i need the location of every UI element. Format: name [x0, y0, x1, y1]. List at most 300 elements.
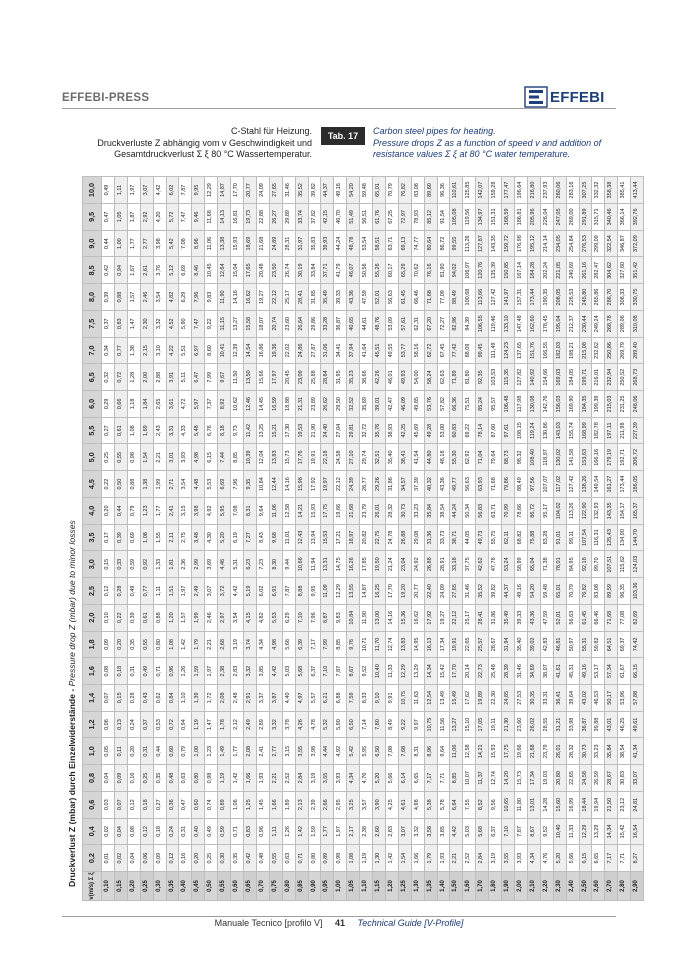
- header-rule: [62, 108, 616, 109]
- pressure-drop-cell: 0,20: [102, 497, 115, 524]
- pressure-drop-cell: 60,17: [385, 257, 398, 284]
- pressure-drop-cell: 269,00: [566, 204, 579, 231]
- pressure-drop-cell: 47,59: [360, 284, 373, 311]
- pressure-drop-cell: 43,01: [605, 711, 618, 738]
- pressure-drop-cell: 0,44: [114, 497, 127, 524]
- pressure-drop-cell: 0,43: [140, 684, 153, 711]
- table-row: [424, 177, 437, 901]
- pressure-drop-cell: 15,98: [295, 471, 308, 498]
- velocity-cell: 1,30: [411, 872, 424, 901]
- pressure-drop-cell: 5,38: [424, 791, 437, 818]
- pressure-drop-cell: 3,15: [179, 497, 192, 524]
- pressure-drop-cell: 55,26: [373, 257, 386, 284]
- pressure-drop-cell: 11,80: [515, 791, 528, 818]
- pressure-drop-cell: 49,55: [385, 337, 398, 364]
- pressure-drop-cell: 221,05: [553, 257, 566, 284]
- pressure-drop-cell: 9,68: [269, 524, 282, 551]
- pressure-drop-cell: 5,90: [334, 711, 347, 738]
- pressure-drop-cell: 7,87: [334, 658, 347, 685]
- pressure-drop-cell: 52,01: [553, 604, 566, 631]
- pressure-drop-cell: 31,97: [295, 230, 308, 257]
- pressure-drop-cell: 21,30: [502, 711, 515, 738]
- pressure-drop-cell: 0,88: [153, 604, 166, 631]
- pressure-drop-cell: 13,94: [308, 524, 321, 551]
- pressure-drop-cell: 1,49: [218, 738, 231, 765]
- pressure-drop-cell: 9,56: [489, 791, 502, 818]
- pressure-drop-cell: 46,81: [553, 631, 566, 658]
- pressure-drop-cell: 2,08: [243, 738, 256, 765]
- pressure-drop-cell: 2,52: [282, 765, 295, 792]
- brand-title: EFFEBI-PRESS: [62, 92, 150, 104]
- pressure-drop-cell: 82,96: [450, 310, 463, 337]
- table-row: [385, 177, 398, 901]
- pressure-drop-cell: 205,96: [527, 204, 540, 231]
- pressure-drop-cell: 38,66: [360, 364, 373, 391]
- pressure-drop-cell: 39,01: [373, 391, 386, 418]
- pressure-drop-cell: 98,32: [515, 444, 528, 471]
- pressure-drop-cell: 0,35: [153, 765, 166, 792]
- pressure-drop-cell: 1,42: [179, 631, 192, 658]
- pressure-drop-cell: 11,01: [282, 524, 295, 551]
- pressure-drop-cell: 53,00: [437, 417, 450, 444]
- pressure-drop-cell: 4,34: [256, 631, 269, 658]
- pressure-drop-cell: 5,53: [269, 604, 282, 631]
- pressure-drop-cell: 3,74: [243, 631, 256, 658]
- pressure-drop-cell: 120,76: [476, 257, 489, 284]
- pressure-drop-cell: 38,07: [540, 658, 553, 685]
- pressure-drop-cell: 44,37: [502, 578, 515, 605]
- pressure-drop-cell: 0,27: [153, 791, 166, 818]
- pressure-drop-cell: 166,16: [592, 444, 605, 471]
- pressure-drop-cell: 1,08: [127, 417, 140, 444]
- pressure-drop-cell: 2,97: [218, 604, 231, 631]
- pressure-drop-cell: 3,93: [179, 444, 192, 471]
- pressure-drop-cell: 0,05: [102, 738, 115, 765]
- velocity-cell: 2,50: [579, 872, 592, 901]
- velocity-cell: 0,35: [166, 872, 179, 901]
- pressure-drop-cell: 14,16: [282, 471, 295, 498]
- pressure-drop-cell: 166,55: [540, 337, 553, 364]
- velocity-cell: 1,00: [334, 872, 347, 901]
- pressure-drop-cell: 81,80: [463, 364, 476, 391]
- pressure-drop-cell: 9,22: [398, 711, 411, 738]
- pressure-drop-cell: 0,96: [256, 818, 269, 845]
- pressure-drop-cell: 28,41: [476, 604, 489, 631]
- pressure-drop-cell: 24,78: [385, 524, 398, 551]
- velocity-cell: 1,15: [373, 872, 386, 901]
- velocity-cell: 0,80: [282, 872, 295, 901]
- pressure-drop-cell: 4,40: [282, 684, 295, 711]
- pressure-drop-cell: 26,59: [592, 765, 605, 792]
- pressure-drop-cell: 141,97: [502, 284, 515, 311]
- pressure-drop-cell: 2,08: [218, 684, 231, 711]
- pressure-drop-cell: 0,25: [140, 765, 153, 792]
- pressure-drop-cell: 195,04: [553, 310, 566, 337]
- pressure-drop-cell: 16,59: [269, 391, 282, 418]
- pressure-drop-cell: 51,49: [347, 204, 360, 231]
- table-row: [166, 177, 179, 901]
- pressure-drop-cell: 232,94: [605, 364, 618, 391]
- pressure-drop-cell: 138,26: [579, 471, 592, 498]
- pressure-drop-cell: 71,04: [476, 444, 489, 471]
- pressure-drop-cell: 4,98: [269, 631, 282, 658]
- column-header-cell: 0,8: [83, 765, 102, 792]
- pressure-drop-cell: 14,16: [231, 284, 244, 311]
- pressure-drop-cell: 10,40: [373, 658, 386, 685]
- pressure-drop-cell: 0,47: [179, 791, 192, 818]
- pressure-drop-cell: 1,47: [205, 711, 218, 738]
- pressure-drop-cell: 46,01: [385, 364, 398, 391]
- pressure-drop-cell: 159,28: [489, 177, 502, 204]
- pressure-drop-cell: 9,64: [437, 738, 450, 765]
- pressure-drop-cell: 14,20: [502, 765, 515, 792]
- table-row: [243, 177, 256, 901]
- pressure-drop-cell: 1,08: [347, 845, 360, 872]
- pressure-drop-cell: 9,95: [308, 578, 321, 605]
- table-row: [140, 177, 153, 901]
- pressure-drop-cell: 0,48: [166, 765, 179, 792]
- pressure-drop-cell: 147,48: [515, 310, 528, 337]
- pressure-drop-cell: 0,72: [114, 364, 127, 391]
- pressure-drop-cell: 70,79: [385, 177, 398, 204]
- pressure-drop-cell: 248,06: [631, 391, 644, 418]
- pressure-drop-cell: 13,55: [347, 578, 360, 605]
- velocity-cell: 0,20: [127, 872, 140, 901]
- column-header-cell: 4,5: [83, 471, 102, 498]
- pressure-drop-cell: 6,69: [179, 257, 192, 284]
- pressure-drop-cell: 156,03: [553, 391, 566, 418]
- pressure-drop-cell: 47,78: [489, 551, 502, 578]
- pressure-drop-cell: 0,07: [102, 684, 115, 711]
- pressure-drop-cell: 304,62: [605, 257, 618, 284]
- table-row: [489, 177, 502, 901]
- pressure-drop-cell: 56,51: [360, 204, 373, 231]
- pressure-drop-cell: 149,54: [592, 471, 605, 498]
- pressure-drop-cell: 132,93: [592, 497, 605, 524]
- column-header-cell: 0,2: [83, 845, 102, 872]
- pressure-drop-cell: 88,49: [450, 284, 463, 311]
- pressure-drop-cell: 162,60: [527, 310, 540, 337]
- pressure-drop-cell: 33,28: [321, 310, 334, 337]
- pressure-drop-cell: 30,19: [295, 257, 308, 284]
- table-row: [553, 177, 566, 901]
- table-row: [411, 177, 424, 901]
- pressure-drop-cell: 0,16: [179, 845, 192, 872]
- pressure-drop-cell: 8,27: [631, 845, 644, 872]
- pressure-drop-cell: 0,02: [102, 818, 115, 845]
- velocity-cell: 1,20: [385, 872, 398, 901]
- pressure-drop-cell: 77,08: [618, 604, 631, 631]
- pressure-drop-cell: 54,20: [527, 578, 540, 605]
- pressure-drop-cell: 17,34: [437, 631, 450, 658]
- pressure-drop-cell: 154,66: [540, 364, 553, 391]
- pressure-drop-cell: 3,07: [140, 177, 153, 204]
- pressure-drop-cell: 13,83: [398, 631, 411, 658]
- pressure-drop-cell: 173,44: [618, 471, 631, 498]
- pressure-drop-cell: 38,54: [437, 497, 450, 524]
- pressure-drop-cell: 49,73: [476, 524, 489, 551]
- pressure-drop-cell: 78,14: [476, 417, 489, 444]
- pressure-drop-cell: 14,34: [424, 658, 437, 685]
- pressure-drop-cell: 44,61: [360, 310, 373, 337]
- pressure-drop-cell: 14,16: [385, 604, 398, 631]
- pressure-drop-cell: 10,07: [463, 765, 476, 792]
- pressure-drop-cell: 45,69: [411, 417, 424, 444]
- pressure-drop-cell: 82,69: [631, 604, 644, 631]
- pressure-drop-cell: 62,31: [411, 310, 424, 337]
- pressure-drop-cell: 55,75: [489, 524, 502, 551]
- velocity-cell: 0,10: [102, 872, 115, 901]
- pressure-drop-cell: 5,12: [166, 257, 179, 284]
- pressure-drop-cell: 1,57: [127, 284, 140, 311]
- pressure-drop-cell: 0,71: [295, 845, 308, 872]
- table-row: [205, 177, 218, 901]
- pressure-drop-cell: 35,40: [515, 631, 528, 658]
- pressure-drop-cell: 22,30: [489, 684, 502, 711]
- pressure-drop-cell: 1,20: [166, 604, 179, 631]
- pressure-drop-cell: 33,23: [411, 497, 424, 524]
- pressure-drop-cell: 0,39: [114, 524, 127, 551]
- table-row: [398, 177, 411, 901]
- pressure-drop-cell: 7,27: [243, 524, 256, 551]
- pressure-drop-cell: 247,05: [553, 204, 566, 231]
- pressure-drop-cell: 49,16: [515, 578, 528, 605]
- pressure-drop-cell: 8,96: [424, 738, 437, 765]
- pressure-drop-cell: 176,98: [515, 230, 528, 257]
- pressure-drop-cell: 10,75: [398, 684, 411, 711]
- pressure-drop-cell: 8,31: [243, 497, 256, 524]
- pressure-drop-cell: 92,35: [476, 364, 489, 391]
- pressure-drop-cell: 1,26: [282, 818, 295, 845]
- pressure-drop-cell: 54,20: [347, 177, 360, 204]
- pressure-drop-cell: 122,90: [579, 497, 592, 524]
- pressure-drop-cell: 63,71: [489, 497, 502, 524]
- pressure-drop-cell: 8,92: [218, 391, 231, 418]
- pressure-drop-cell: 5,95: [360, 738, 373, 765]
- pressure-drop-cell: 130,86: [540, 417, 553, 444]
- pressure-drop-cell: 226,04: [540, 204, 553, 231]
- pressure-drop-cell: 18,07: [256, 310, 269, 337]
- pressure-drop-cell: 6,91: [269, 578, 282, 605]
- pressure-drop-cell: 13,31: [321, 551, 334, 578]
- pressure-drop-cell: 30,73: [579, 738, 592, 765]
- column-header-cell: 6,0: [83, 391, 102, 418]
- pressure-drop-cell: 29,89: [282, 204, 295, 231]
- pressure-drop-cell: 169,03: [553, 364, 566, 391]
- pressure-drop-cell: 0,20: [192, 845, 205, 872]
- pressure-drop-cell: 44,24: [334, 230, 347, 257]
- pressure-drop-cell: 168,59: [502, 204, 515, 231]
- pressure-drop-cell: 56,63: [566, 604, 579, 631]
- pressure-drop-cell: 26,62: [321, 391, 334, 418]
- pressure-drop-cell: 88,09: [463, 337, 476, 364]
- pressure-drop-cell: 2,88: [153, 364, 166, 391]
- pressure-drop-cell: 35,84: [424, 497, 437, 524]
- pressure-drop-cell: 0,02: [114, 845, 127, 872]
- pressure-drop-cell: 6,37: [489, 818, 502, 845]
- table-row: [321, 177, 334, 901]
- pressure-drop-cell: 0,59: [127, 551, 140, 578]
- pressure-drop-cell: 15,60: [553, 791, 566, 818]
- pressure-drop-cell: 11,90: [218, 284, 231, 311]
- column-header-cell: 2,5: [83, 578, 102, 605]
- pressure-drop-cell: 103,36: [631, 578, 644, 605]
- pressure-drop-cell: 42,47: [385, 391, 398, 418]
- pressure-drop-cell: 198,21: [566, 337, 579, 364]
- pressure-drop-cell: 20,14: [463, 658, 476, 685]
- pressure-drop-cell: 19,27: [437, 604, 450, 631]
- pressure-drop-cell: 31,46: [282, 177, 295, 204]
- pressure-drop-cell: 2,89: [256, 711, 269, 738]
- pressure-drop-cell: 45,51: [373, 337, 386, 364]
- pressure-drop-cell: 1,06: [231, 791, 244, 818]
- pressure-drop-cell: 49,16: [334, 177, 347, 204]
- pressure-drop-cell: 0,59: [218, 818, 231, 845]
- pressure-drop-cell: 212,37: [566, 310, 579, 337]
- pressure-drop-cell: 33,23: [592, 738, 605, 765]
- pressure-drop-cell: 15,53: [321, 524, 334, 551]
- pressure-drop-cell: 3,54: [231, 604, 244, 631]
- pressure-drop-cell: 20,45: [282, 364, 295, 391]
- pressure-drop-cell: 1,69: [140, 417, 153, 444]
- pressure-drop-cell: 179,19: [605, 444, 618, 471]
- pressure-drop-cell: 15,04: [231, 257, 244, 284]
- pressure-drop-cell: 11,94: [308, 551, 321, 578]
- footer-english: Technical Guide [V-Profile]: [357, 918, 464, 928]
- pressure-drop-cell: 4,78: [308, 711, 321, 738]
- pressure-drop-cell: 0,71: [231, 818, 244, 845]
- pressure-drop-cell: 1,26: [179, 658, 192, 685]
- table-row: [295, 177, 308, 901]
- pressure-drop-cell: 63,71: [385, 230, 398, 257]
- pressure-drop-cell: 67,20: [424, 310, 437, 337]
- pressure-drop-cell: 22,73: [476, 658, 489, 685]
- pressure-drop-cell: 119,24: [527, 417, 540, 444]
- pressure-drop-cell: 9,73: [231, 417, 244, 444]
- description-german-line: Druckverluste Z abhängig vom v Geschwindigkeit und: [97, 137, 312, 148]
- pressure-drop-cell: 97,61: [502, 417, 515, 444]
- pressure-drop-cell: 2,21: [269, 765, 282, 792]
- pressure-drop-cell: 7,47: [192, 310, 205, 337]
- pressure-drop-cell: 27,53: [515, 684, 528, 711]
- column-header-cell: 4,0: [83, 497, 102, 524]
- pressure-drop-cell: 57,61: [398, 310, 411, 337]
- pressure-drop-cell: 216,01: [592, 364, 605, 391]
- pressure-drop-cell: 0,27: [102, 417, 115, 444]
- pressure-drop-cell: 3,07: [398, 818, 411, 845]
- pressure-drop-cell: 62,92: [463, 444, 476, 471]
- pressure-drop-cell: 115,35: [502, 364, 515, 391]
- pressure-drop-cell: 0,01: [102, 845, 115, 872]
- pressure-drop-cell: 111,49: [489, 337, 502, 364]
- pressure-drop-cell: 95,57: [489, 391, 502, 418]
- table-row: [127, 177, 140, 901]
- table-row: [153, 177, 166, 901]
- pressure-drop-cell: 15,21: [269, 417, 282, 444]
- pressure-drop-cell: 167,14: [515, 257, 528, 284]
- pressure-drop-cell: 2,38: [218, 658, 231, 685]
- pressure-drop-cell: 254,84: [566, 230, 579, 257]
- pressure-drop-cell: 7,10: [502, 818, 515, 845]
- pressure-drop-cell: 249,24: [592, 310, 605, 337]
- pressure-drop-cell: 14,34: [605, 818, 618, 845]
- table-row: [218, 177, 231, 901]
- pressure-drop-cell: 1,77: [321, 818, 334, 845]
- pressure-drop-cell: 107,51: [605, 551, 618, 578]
- pressure-drop-cell: 74,77: [411, 230, 424, 257]
- pressure-drop-cell: 11,33: [566, 818, 579, 845]
- pressure-drop-cell: 0,16: [127, 765, 140, 792]
- pressure-drop-cell: 289,06: [618, 310, 631, 337]
- pressure-drop-cell: 0,42: [243, 845, 256, 872]
- table-body: [102, 177, 644, 901]
- pressure-drop-cell: 42,15: [321, 204, 334, 231]
- pressure-drop-cell: 62,72: [424, 337, 437, 364]
- pressure-drop-cell: 7,37: [205, 391, 218, 418]
- pressure-drop-cell: 26,64: [295, 310, 308, 337]
- pressure-drop-cell: 159,72: [502, 230, 515, 257]
- pressure-drop-cell: 20,77: [243, 177, 256, 204]
- pressure-drop-cell: 12,74: [489, 765, 502, 792]
- pressure-drop-cell: 17,92: [424, 604, 437, 631]
- pressure-drop-cell: 5,57: [308, 684, 321, 711]
- pressure-drop-cell: 81,90: [437, 257, 450, 284]
- pressure-drop-cell: 24,89: [269, 230, 282, 257]
- pressure-drop-cell: 0,37: [102, 310, 115, 337]
- table-row: [618, 177, 631, 901]
- pressure-drop-cell: 25,48: [489, 658, 502, 685]
- pressure-drop-cell: 31,36: [424, 524, 437, 551]
- pressure-drop-cell: 0,79: [127, 497, 140, 524]
- pressure-drop-cell: 385,41: [618, 177, 631, 204]
- pressure-drop-cell: 16,25: [373, 578, 386, 605]
- pressure-drop-cell: 276,53: [579, 230, 592, 257]
- pressure-drop-cell: 234,05: [553, 230, 566, 257]
- pressure-drop-cell: 8,30: [269, 551, 282, 578]
- pressure-drop-cell: 26,01: [553, 738, 566, 765]
- pressure-drop-cell: 3,10: [153, 337, 166, 364]
- pressure-drop-cell: 15,93: [231, 230, 244, 257]
- pressure-drop-cell: 2,68: [218, 631, 231, 658]
- pressure-drop-cell: 57,82: [437, 391, 450, 418]
- table-row: [476, 177, 489, 901]
- pressure-drop-cell: 92,18: [579, 551, 592, 578]
- pressure-drop-cell: 0,47: [102, 204, 115, 231]
- pressure-drop-cell: 2,21: [205, 631, 218, 658]
- pressure-drop-cell: 10,62: [231, 391, 244, 418]
- table-row: [450, 177, 463, 901]
- pressure-drop-cell: 9,76: [347, 631, 360, 658]
- pressure-drop-cell: 0,66: [114, 391, 127, 418]
- pressure-drop-cell: 35,52: [295, 177, 308, 204]
- pressure-drop-cell: 0,37: [140, 711, 153, 738]
- pressure-drop-cell: 8,85: [231, 444, 244, 471]
- pressure-drop-cell: 9,52: [540, 818, 553, 845]
- pressure-drop-cell: 77,09: [437, 284, 450, 311]
- pressure-drop-cell: 4,97: [295, 684, 308, 711]
- column-header-cell: 7,5: [83, 310, 102, 337]
- pressure-drop-cell: 17,97: [269, 364, 282, 391]
- pressure-drop-cell: 0,28: [114, 578, 127, 605]
- pressure-drop-cell: 21,31: [295, 391, 308, 418]
- pressure-drop-cell: 46,70: [334, 204, 347, 231]
- pressure-drop-cell: 127,87: [476, 230, 489, 257]
- pressure-drop-cell: 26,27: [269, 204, 282, 231]
- pressure-drop-cell: 0,80: [308, 845, 321, 872]
- pressure-drop-cell: 0,24: [166, 818, 179, 845]
- pressure-drop-cell: 15,66: [256, 364, 269, 391]
- pressure-drop-cell: 7,59: [347, 684, 360, 711]
